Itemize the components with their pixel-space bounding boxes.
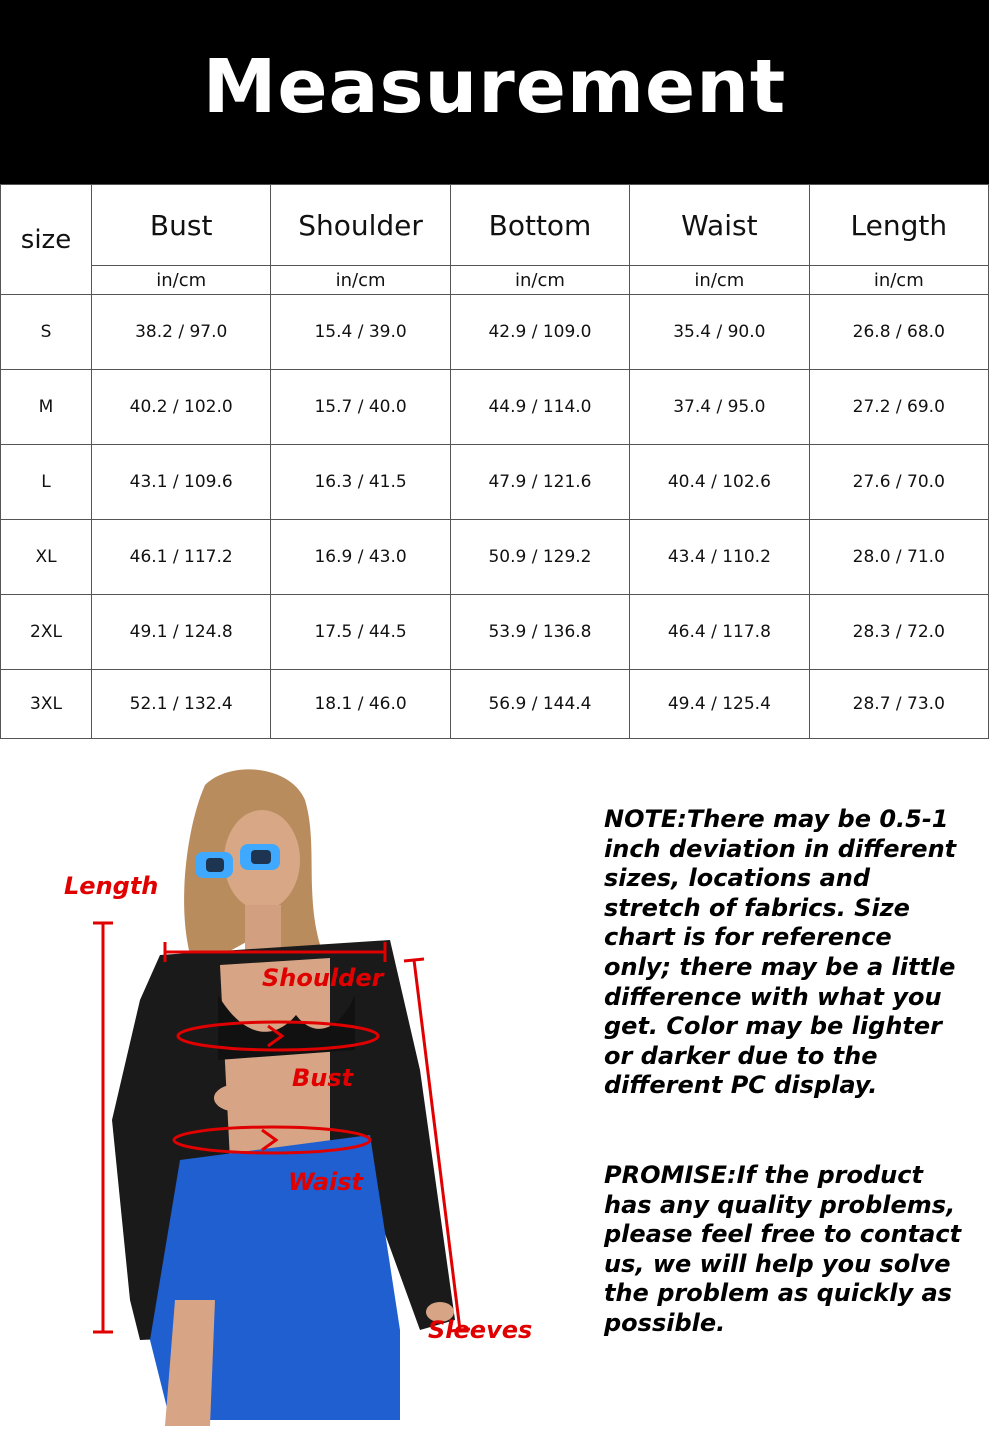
table-cell: 35.4 / 90.0 xyxy=(630,295,809,370)
size-label: 2XL xyxy=(1,595,92,670)
size-label: 3XL xyxy=(1,670,92,739)
table-cell: 56.9 / 144.4 xyxy=(450,670,629,739)
table-cell: 40.2 / 102.0 xyxy=(92,370,271,445)
table-row xyxy=(1,670,989,739)
sleeves-label: Sleeves xyxy=(428,1316,533,1344)
table-cell: 53.9 / 136.8 xyxy=(450,595,629,670)
table-cell: 42.9 / 109.0 xyxy=(450,295,629,370)
table-cell: 43.4 / 110.2 xyxy=(630,520,809,595)
unit-label: in/cm xyxy=(450,266,629,295)
table-cell: 43.1 / 109.6 xyxy=(92,445,271,520)
table-cell: 28.7 / 73.0 xyxy=(809,670,988,739)
table-header-row xyxy=(1,185,989,266)
column-header-length: Length xyxy=(809,185,988,266)
table-cell: 17.5 / 44.5 xyxy=(271,595,450,670)
size-label: XL xyxy=(1,520,92,595)
table-cell: 28.0 / 71.0 xyxy=(809,520,988,595)
table-cell: 15.7 / 40.0 xyxy=(271,370,450,445)
hand-shape xyxy=(214,1084,262,1112)
size-chart-table xyxy=(0,184,989,739)
column-header-bust: Bust xyxy=(92,185,271,266)
table-cell: 26.8 / 68.0 xyxy=(809,295,988,370)
promise-text: PROMISE:If the product has any quality problems, please feel free to contact us, we will help you solve the problem as quickly as possible. xyxy=(604,1160,962,1337)
size-label: S xyxy=(1,295,92,370)
table-cell: 28.3 / 72.0 xyxy=(809,595,988,670)
unit-label: in/cm xyxy=(271,266,450,295)
table-row xyxy=(1,295,989,370)
header-banner xyxy=(0,0,989,184)
length-label: Length xyxy=(64,872,159,900)
notes-panel xyxy=(604,805,964,1339)
unit-label: in/cm xyxy=(630,266,809,295)
column-header-bottom: Bottom xyxy=(450,185,629,266)
table-cell: 46.1 / 117.2 xyxy=(92,520,271,595)
table-cell: 47.9 / 121.6 xyxy=(450,445,629,520)
unit-row xyxy=(1,266,989,295)
table-cell: 44.9 / 114.0 xyxy=(450,370,629,445)
column-header-shoulder: Shoulder xyxy=(271,185,450,266)
table-cell: 40.4 / 102.6 xyxy=(630,445,809,520)
table-cell: 18.1 / 46.0 xyxy=(271,670,450,739)
table-cell: 49.4 / 125.4 xyxy=(630,670,809,739)
page-title: Measurement xyxy=(202,44,787,130)
table-cell: 37.4 / 95.0 xyxy=(630,370,809,445)
note-text: NOTE:There may be 0.5-1 inch deviation in different sizes, locations and stretch of fabrics. Size chart is for reference only; there may be a little difference with what you get. Color may be lighter or darker due to the different PC display. xyxy=(604,805,957,1100)
table-cell: 16.3 / 41.5 xyxy=(271,445,450,520)
table-cell: 46.4 / 117.8 xyxy=(630,595,809,670)
table-cell: 52.1 / 132.4 xyxy=(92,670,271,739)
table-row xyxy=(1,445,989,520)
table-row xyxy=(1,520,989,595)
unit-label: in/cm xyxy=(809,266,988,295)
table-cell: 49.1 / 124.8 xyxy=(92,595,271,670)
size-label: L xyxy=(1,445,92,520)
table-cell: 27.2 / 69.0 xyxy=(809,370,988,445)
table-cell: 27.6 / 70.0 xyxy=(809,445,988,520)
table-cell: 38.2 / 97.0 xyxy=(92,295,271,370)
table-row xyxy=(1,370,989,445)
model-figure xyxy=(0,740,560,1426)
table-cell: 50.9 / 129.2 xyxy=(450,520,629,595)
shoulder-label: Shoulder xyxy=(262,964,384,992)
waist-label: Waist xyxy=(288,1168,364,1196)
size-label: M xyxy=(1,370,92,445)
bust-label: Bust xyxy=(292,1064,354,1092)
table-cell: 16.9 / 43.0 xyxy=(271,520,450,595)
size-column-header: size xyxy=(1,185,92,295)
neck-shape xyxy=(245,905,281,950)
unit-label: in/cm xyxy=(92,266,271,295)
table-row xyxy=(1,595,989,670)
table-cell: 15.4 / 39.0 xyxy=(271,295,450,370)
column-header-waist: Waist xyxy=(630,185,809,266)
